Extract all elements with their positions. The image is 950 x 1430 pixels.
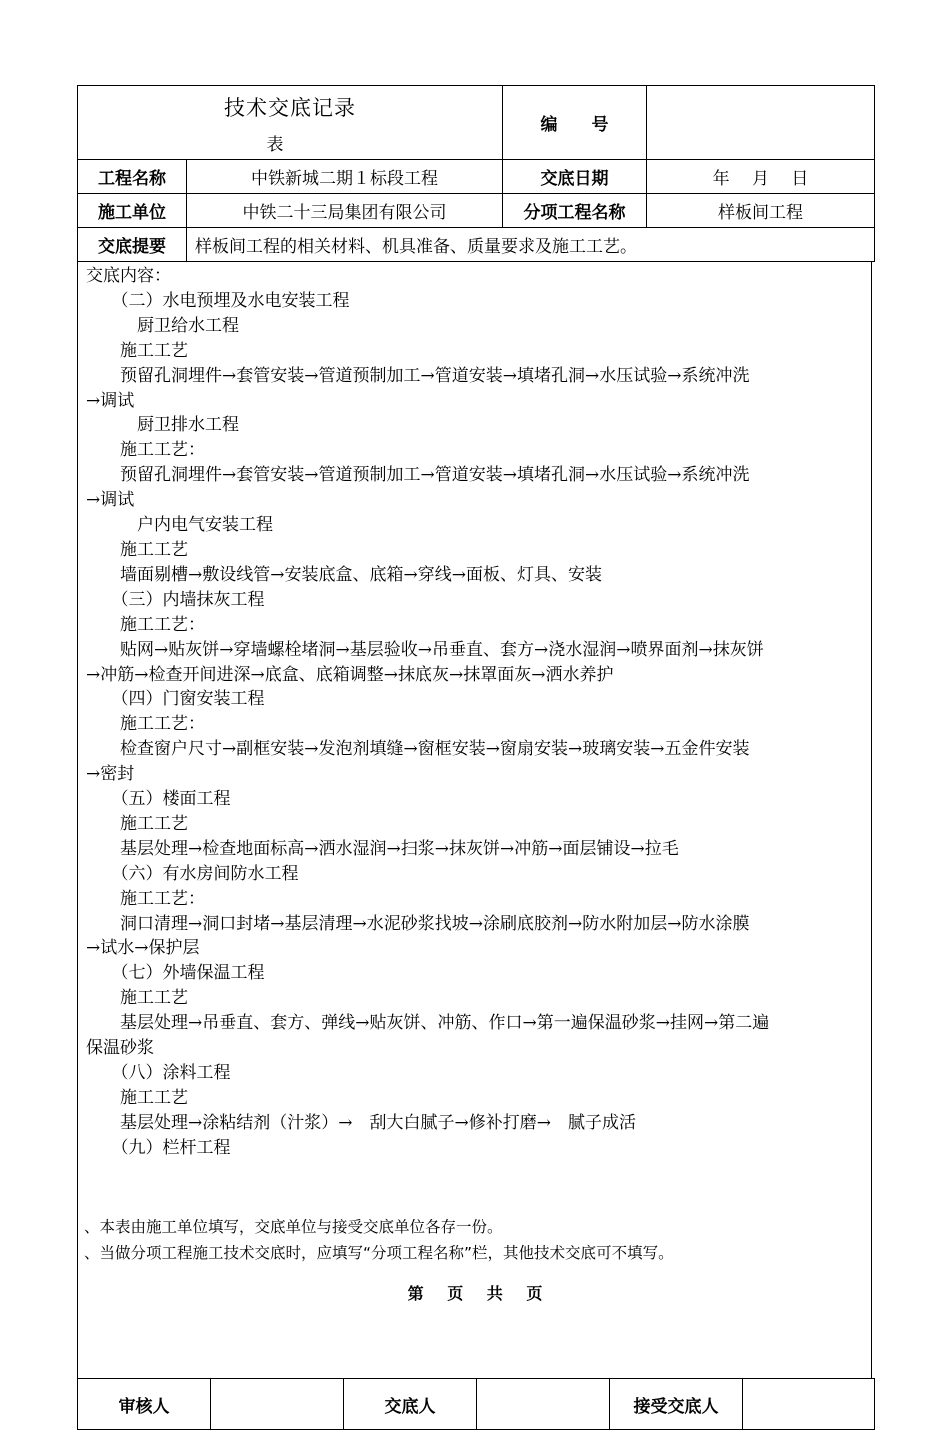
content-line: →调试 <box>86 490 135 511</box>
content-line: （八）涂料工程 <box>86 1063 231 1083</box>
form-notes <box>84 1214 674 1266</box>
content-lines <box>86 289 871 1161</box>
summary-label: 交底提要 <box>78 228 187 262</box>
reviewer-signature-field[interactable] <box>211 1379 344 1430</box>
receiver-signature-field[interactable] <box>743 1379 875 1430</box>
content-line: 基层处理→检查地面标高→洒水湿润→扫浆→抹灰饼→冲筋→面层铺设→拉毛 <box>86 838 679 859</box>
number-label: 编 号 <box>503 86 647 160</box>
content-line: 墙面剔槽→敷设线管→安装底盒、底箱→穿线→面板、灯具、安装 <box>86 564 602 585</box>
content-line: 施工工艺： <box>86 714 205 735</box>
content-line: （五）楼面工程 <box>86 789 231 810</box>
content-line: 预留孔洞埋件→套管安装→管道预制加工→管道安装→填堵孔洞→水压试验→系统冲洗 <box>86 465 750 486</box>
content-line: 贴网→贴灰饼→穿墙螺栓堵洞→基层验收→吊垂直、套方→浇水湿润→喷界面剂→抹灰饼 <box>86 639 764 660</box>
reviewer-label: 审核人 <box>78 1379 211 1430</box>
construction-unit-label: 施工单位 <box>78 194 187 228</box>
content-line: 基层处理→涂粘结剂（汁浆）→ 刮大白腻子→修补打磨→ 腻子成活 <box>86 1112 636 1133</box>
content-line: 施工工艺 <box>86 813 188 834</box>
content-line: 检查窗户尺寸→副框安装→发泡剂填缝→窗框安装→窗扇安装→玻璃安装→五金件安装 <box>86 739 750 760</box>
content-line: 基层处理→吊垂直、套方、弹线→贴灰饼、冲筋、作口→第一遍保温砂浆→挂网→第二遍 <box>86 1013 770 1034</box>
content-label: 交底内容： <box>86 266 171 286</box>
content-line: （二）水电预埋及水电安装工程 <box>86 290 350 311</box>
content-line: →试水→保护层 <box>86 938 200 959</box>
content-line: 施工工艺 <box>86 1087 188 1108</box>
content-line: 厨卫给水工程 <box>86 315 239 336</box>
content-line: 施工工艺： <box>86 888 205 909</box>
content-line: 洞口清理→洞口封堵→基层清理→水泥砂浆找坡→涂刷底胶剂→防水附加层→防水涂膜 <box>86 913 750 934</box>
note-item: 、当做分项工程施工技术交底时，应填写“分项工程名称”栏，其他技术交底可不填写。 <box>84 1244 674 1262</box>
form-title: 技术交底记录 <box>224 96 356 120</box>
content-line: 保温砂浆 <box>86 1038 154 1059</box>
content-line: 厨卫排水工程 <box>86 415 239 436</box>
content-line: 施工工艺： <box>86 440 205 461</box>
content-line: 预留孔洞埋件→套管安装→管道预制加工→管道安装→填堵孔洞→水压试验→系统冲洗 <box>86 365 750 386</box>
content-line: 施工工艺： <box>86 614 205 635</box>
presenter-signature-field[interactable] <box>477 1379 610 1430</box>
content-line: →调试 <box>86 390 135 411</box>
form-header-table <box>77 85 875 262</box>
content-line: 施工工艺 <box>86 539 188 560</box>
content-line: 施工工艺 <box>86 988 188 1009</box>
content-line: →密封 <box>86 764 135 785</box>
number-value[interactable] <box>647 86 875 160</box>
content-line: →冲筋→检查开间进深→底盒、底箱调整→抹底灰→抹罩面灰→洒水养护 <box>86 664 614 685</box>
construction-unit-value[interactable]: 中铁二十三局集团有限公司 <box>187 194 503 228</box>
receiver-label: 接受交底人 <box>610 1379 743 1430</box>
page-number: 第 页 共 页 <box>407 1284 543 1303</box>
briefing-content <box>77 262 872 1378</box>
content-line: 户内电气安装工程 <box>86 515 273 536</box>
date-value[interactable]: 年 月 日 <box>647 160 875 194</box>
project-name-value[interactable]: 中铁新城二期１标段工程 <box>187 160 503 194</box>
sub-project-label: 分项工程名称 <box>503 194 647 228</box>
date-label: 交底日期 <box>503 160 647 194</box>
form-title-cell <box>78 86 503 160</box>
content-line: （三）内墙抹灰工程 <box>86 589 265 610</box>
content-line: （九）栏杆工程 <box>86 1137 231 1158</box>
presenter-label: 交底人 <box>344 1379 477 1430</box>
content-line: （四）门窗安装工程 <box>86 689 265 710</box>
summary-value[interactable]: 样板间工程的相关材料、机具准备、质量要求及施工工艺。 <box>187 228 875 262</box>
content-line: （七）外墙保温工程 <box>86 963 265 984</box>
signature-table <box>77 1378 875 1430</box>
note-item: 、本表由施工单位填写，交底单位与接受交底单位各存一份。 <box>84 1218 503 1236</box>
sub-project-value[interactable]: 样板间工程 <box>647 194 875 228</box>
project-name-label: 工程名称 <box>78 160 187 194</box>
content-line: （六）有水房间防水工程 <box>86 863 299 884</box>
content-line: 施工工艺 <box>86 340 188 361</box>
form-title-suffix: 表 <box>266 135 284 155</box>
